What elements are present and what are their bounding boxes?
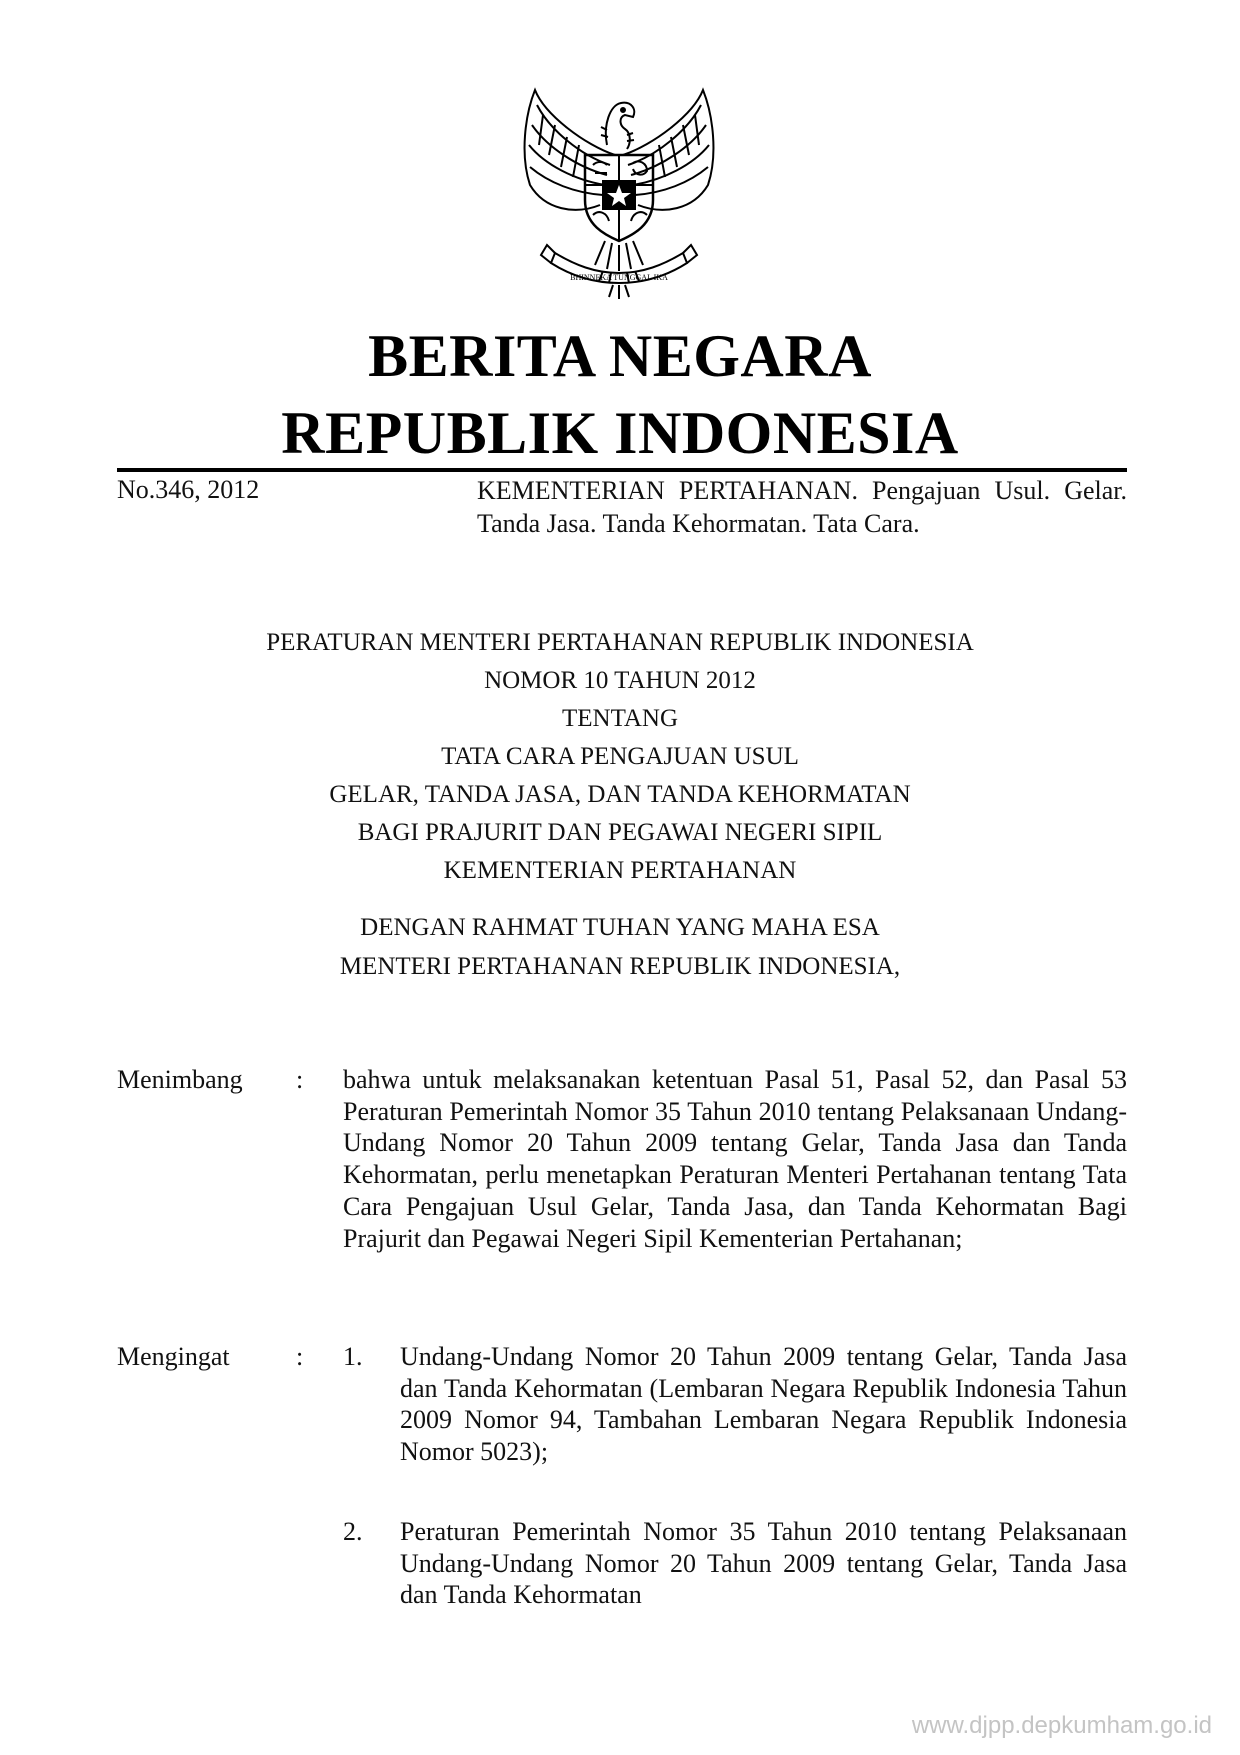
mengingat-item-number: 2. bbox=[343, 1517, 363, 1546]
garuda-pancasila-emblem-icon bbox=[515, 85, 723, 300]
gazette-subtitle: REPUBLIK INDONESIA bbox=[281, 400, 959, 466]
mengingat-item-text: Peraturan Pemerintah Nomor 35 Tahun 2010 tentang Pelaksanaan Undang-Undang Nomor 20 Tahun 2009 tentang Gelar, Tanda Jasa dan Tanda Kehormatan bbox=[400, 1517, 1127, 1610]
menimbang-colon: : bbox=[296, 1065, 304, 1094]
regulation-tentang: TENTANG bbox=[561, 705, 679, 732]
website-watermark: www.djpp.depkumham.go.id bbox=[911, 1712, 1212, 1739]
gazette-number: No.346, 2012 bbox=[117, 475, 260, 504]
mengingat-item-text: Undang-Undang Nomor 20 Tahun 2009 tentang Gelar, Tanda Jasa dan Tanda Kehormatan (Lembaran Negara Republik Indonesia Tahun 2009 Nomor 94, Tambahan Lembaran Negara Republik Indonesia Nomor 5023); bbox=[400, 1342, 1127, 1467]
preamble-line: MENTERI PERTAHANAN REPUBLIK INDONESIA, bbox=[339, 953, 901, 980]
regulation-subject-line: TATA CARA PENGAJUAN USUL bbox=[441, 743, 799, 770]
regulation-number: NOMOR 10 TAHUN 2012 bbox=[484, 667, 756, 694]
gazette-subject: KEMENTERIAN PERTAHANAN. Pengajuan Usul. Gelar. Tanda Jasa. Tanda Kehormatan. Tata Cara. bbox=[477, 476, 1127, 538]
mengingat-colon: : bbox=[296, 1342, 304, 1371]
header-divider bbox=[117, 468, 1127, 472]
mengingat-label: Mengingat bbox=[117, 1342, 230, 1371]
regulation-subject-line: KEMENTERIAN PERTAHANAN bbox=[443, 857, 797, 884]
gazette-title: BERITA NEGARA bbox=[368, 323, 872, 389]
regulation-title: PERATURAN MENTERI PERTAHANAN REPUBLIK INDONESIA bbox=[266, 629, 974, 656]
mengingat-item-number: 1. bbox=[343, 1342, 363, 1371]
menimbang-label: Menimbang bbox=[117, 1065, 243, 1094]
preamble-line: DENGAN RAHMAT TUHAN YANG MAHA ESA bbox=[360, 914, 880, 941]
regulation-subject-line: GELAR, TANDA JASA, DAN TANDA KEHORMATAN bbox=[329, 781, 911, 808]
menimbang-text: bahwa untuk melaksanakan ketentuan Pasal 51, Pasal 52, dan Pasal 53 Peraturan Pemerintah Nomor 35 Tahun 2010 tentang Pelaksanaan Undang-Undang Nomor 20 Tahun 2009 tentang Gelar, Tanda Jasa dan Tanda Kehormatan, perlu menetapkan Peraturan Menteri Pertahanan tentang Tata Cara Pengajuan Usul Gelar, Tanda Jasa, dan Tanda Kehormatan Bagi Prajurit dan Pegawai Negeri Sipil Kementerian Pertahanan; bbox=[343, 1065, 1127, 1253]
motto-text: BHINNEKA TUNGGAL IKA bbox=[570, 273, 668, 282]
regulation-subject-line: BAGI PRAJURIT DAN PEGAWAI NEGERI SIPIL bbox=[357, 819, 883, 846]
